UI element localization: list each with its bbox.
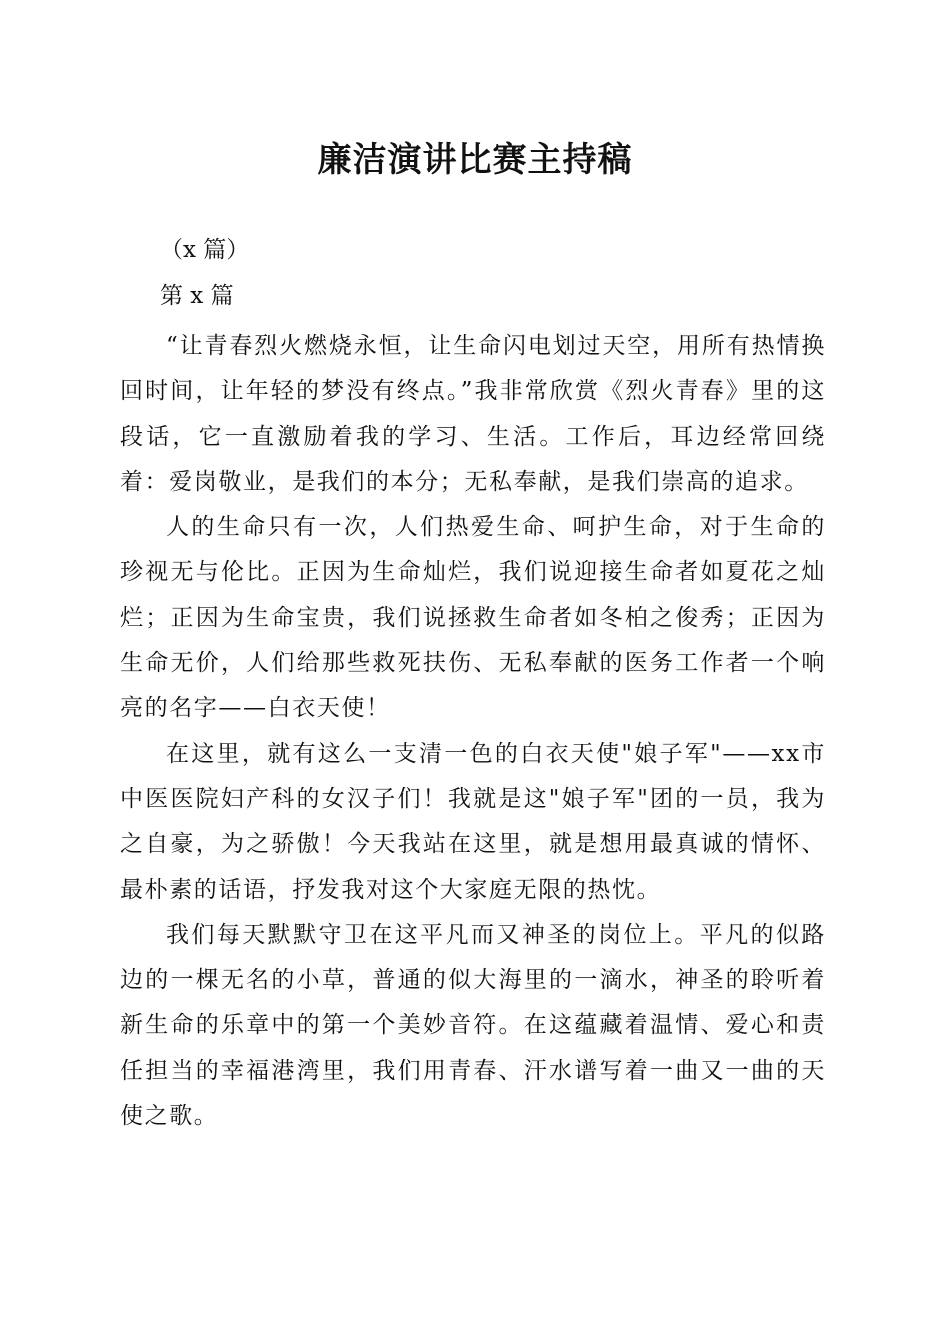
section-label: 第 x 篇 (160, 283, 234, 309)
document-body (120, 324, 826, 1139)
paragraph: 人的生命只有一次，人们热爱生命、呵护生命，对于生命的珍视无与伦比。正因为生命灿烂，我们说迎接生命者如夏花之灿烂；正因为生命宝贵，我们说拯救生命者如冬柏之俊秀；正因为生命无价，人们给那些救死扶伤、无私奉献的医务工作者一个响亮的名字——白衣天使！ (120, 514, 826, 722)
paragraph: “让青春烈火燃烧永恒，让生命闪电划过天空，用所有热情换回时间，让年轻的梦没有终点。”我非常欣赏《烈火青春》里的这段话，它一直激励着我的学习、生活。工作后，耳边经常回绕着：爱岗敬业，是我们的本分；无私奉献，是我们崇高的追求。 (120, 333, 826, 495)
paragraph: 我们每天默默守卫在这平凡而又神圣的岗位上。平凡的似路边的一棵无名的小草，普通的似大海里的一滴水，神圣的聆听着新生命的乐章中的第一个美妙音符。在这蕴藏着温情、爱心和责任担当的幸福港湾里，我们用青春、汗水谱写着一曲又一曲的天使之歌。 (120, 921, 826, 1130)
page-title: 廉洁演讲比赛主持稿 (317, 140, 633, 180)
count-note: （x 篇） (160, 237, 250, 263)
paragraph: 在这里，就有这么一支清一色的白衣天使"娘子军"——xx市中医医院妇产科的女汉子们！我就是这"娘子军"团的一员，我为之自豪，为之骄傲！今天我站在这里，就是想用最真诚的情怀、最朴素的话语，抒发我对这个大家庭无限的热忱。 (120, 740, 826, 903)
